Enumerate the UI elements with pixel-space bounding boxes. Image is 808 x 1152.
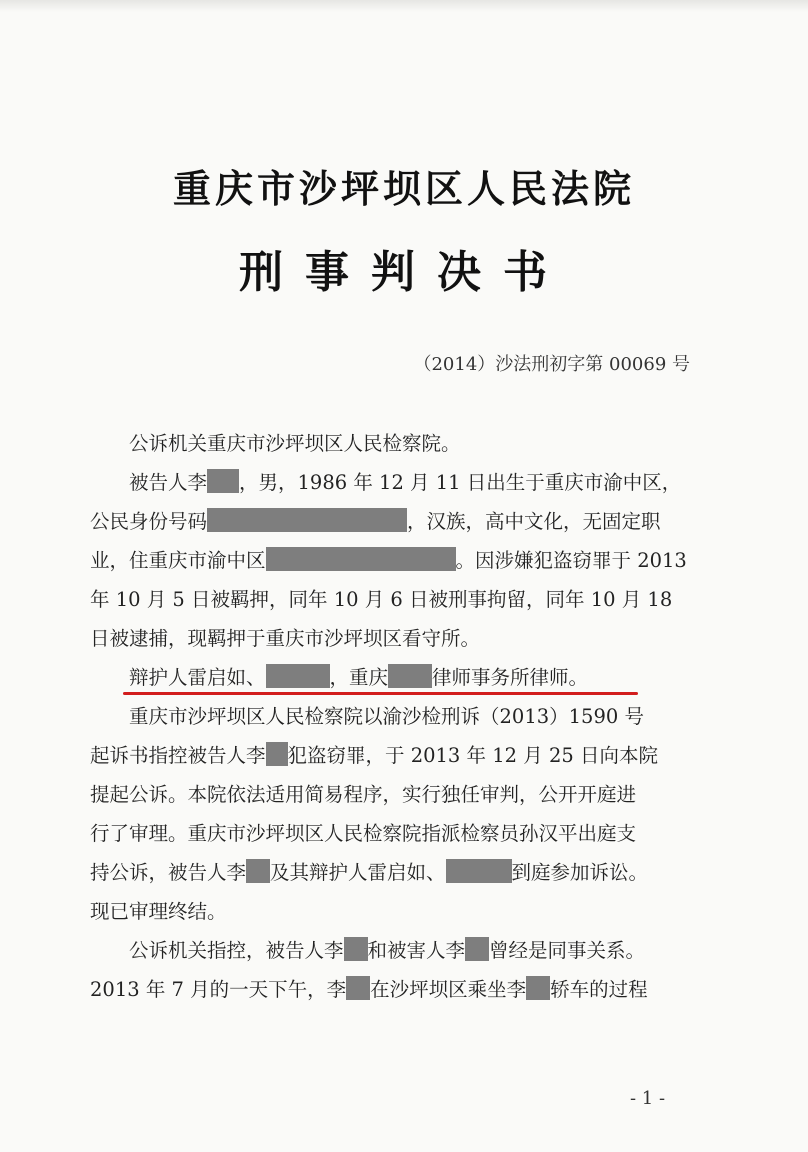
- text-line: 公诉机关指控，被告人李 和被害人李 曾经是同事关系。: [129, 939, 646, 962]
- scan-edge: [0, 0, 808, 12]
- text-line: 行了审理。重庆市沙坪坝区人民检察院指派检察员孙汉平出庭支: [90, 822, 637, 845]
- text-line: 年 10 月 5 日被羁押，同年 10 月 6 日被刑事拘留，同年 10 月 18: [90, 588, 673, 611]
- text-line: 持公诉，被告人李 及其辩护人雷启如、 到庭参加诉讼。: [90, 861, 649, 884]
- redaction-block: [266, 742, 288, 766]
- redaction-block: [207, 508, 407, 532]
- redaction-block: [246, 859, 270, 883]
- redaction-block: [446, 859, 512, 883]
- redaction-block: [344, 937, 368, 961]
- court-name: 重庆市沙坪坝区人民法院: [172, 167, 635, 211]
- red-underline: [123, 692, 638, 695]
- redaction-block: [266, 664, 330, 688]
- judgment-body: [90, 424, 720, 1009]
- document-title: 刑事判决书: [239, 247, 569, 298]
- text-line: 业，住重庆市渝中区 。因涉嫌犯盗窃罪于 2013: [90, 549, 687, 572]
- page-number: - 1 -: [630, 1088, 666, 1109]
- defense-counsel-line: [90, 658, 720, 697]
- text-line: 被告人李 ，男，1986 年 12 月 11 日出生于重庆市渝中区，: [129, 471, 682, 494]
- highlighted-text: 辩护人雷启如、 ，重庆 律师事务所律师。: [129, 658, 588, 697]
- case-number: （2014）沙法刑初字第 00069 号: [413, 354, 690, 375]
- redaction-block: [207, 469, 239, 493]
- redaction-block: [266, 547, 456, 571]
- redaction-block: [526, 976, 550, 1000]
- redaction-block: [346, 976, 370, 1000]
- text-line: 提起公诉。本院依法适用简易程序，实行独任审判，公开开庭进: [90, 783, 637, 806]
- text-line: 现已审理终结。: [90, 900, 227, 923]
- redaction-block: [465, 937, 489, 961]
- text-line: 公民身份号码 ，汉族，高中文化，无固定职: [90, 510, 661, 533]
- text-line: 重庆市沙坪坝区人民检察院以渝沙检刑诉（2013）1590 号: [129, 705, 644, 728]
- text-line: 起诉书指控被告人李 犯盗窃罪，于 2013 年 12 月 25 日向本院: [90, 744, 658, 767]
- text-line: 2013 年 7 月的一天下午，李 在沙坪坝区乘坐李 轿车的过程: [90, 978, 648, 1001]
- redaction-block: [388, 664, 432, 688]
- text-line: 公诉机关重庆市沙坪坝区人民检察院。: [129, 432, 461, 455]
- text-line: 日被逮捕，现羁押于重庆市沙坪坝区看守所。: [90, 627, 481, 650]
